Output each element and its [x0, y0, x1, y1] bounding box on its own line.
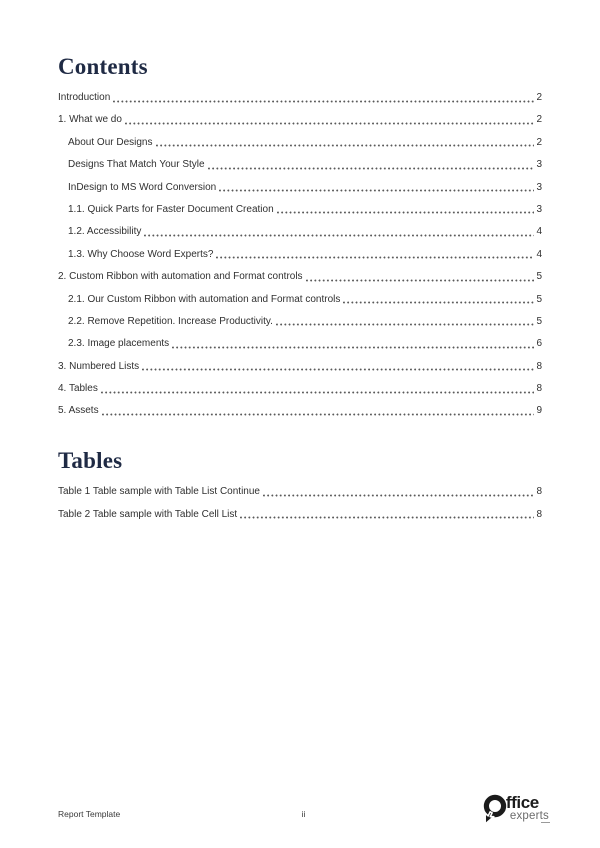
toc-dot-leader: [142, 368, 534, 371]
toc-dot-leader: [276, 323, 535, 326]
toc-dot-leader: [216, 256, 534, 259]
toc-dot-leader: [306, 279, 535, 282]
toc-entry-page: 4: [536, 226, 542, 238]
toc-entry-label: 1.2. Accessibility: [68, 226, 142, 238]
toc-entry-label: 5. Assets: [58, 405, 99, 417]
logo-wordmark: [506, 794, 549, 822]
logo-word-office: ffice: [505, 793, 539, 812]
toc-entry[interactable]: [58, 361, 542, 372]
logo-o-cursor-icon: [482, 794, 509, 827]
footer-page-number: ii: [301, 809, 306, 819]
toc-entry[interactable]: [58, 159, 542, 170]
page-footer: [58, 793, 549, 838]
toc-entry-page: 2: [536, 92, 542, 103]
toc-entry-page: 3: [536, 203, 542, 215]
toc-entry[interactable]: [58, 294, 542, 305]
toc-entry-label: 3. Numbered Lists: [58, 360, 140, 372]
toc-entry-label: About Our Designs: [68, 136, 153, 148]
toc-entry-page: 5: [536, 271, 542, 283]
toc-dot-leader: [101, 391, 535, 394]
toc-entry-page: 8: [536, 486, 542, 498]
table-of-contents: [58, 92, 542, 416]
toc-entry-label: 2.2. Remove Repetition. Increase Productivity.: [68, 315, 273, 327]
toc-dot-leader: [125, 122, 535, 125]
toc-entry[interactable]: [58, 316, 542, 327]
toc-entry-page: 8: [536, 360, 542, 372]
toc-entry[interactable]: [58, 338, 542, 349]
table-of-tables: [58, 486, 542, 519]
toc-entry-label: 1. What we do: [58, 114, 122, 126]
toc-entry-page: 6: [536, 338, 542, 350]
toc-dot-leader: [343, 301, 534, 304]
toc-entry-label: Designs That Match Your Style: [68, 159, 205, 171]
toc-dot-leader: [208, 167, 535, 170]
toc-entry[interactable]: [58, 271, 542, 282]
toc-entry[interactable]: [58, 249, 542, 260]
toc-dot-leader: [263, 494, 534, 497]
office-experts-logo: [482, 794, 549, 827]
toc-entry-page: 5: [536, 315, 542, 327]
toc-entry[interactable]: [58, 182, 542, 193]
toc-entry[interactable]: [58, 486, 542, 497]
toc-entry-page: 8: [536, 508, 542, 520]
toc-entry-page: 4: [536, 248, 542, 260]
toc-entry-label: 2.3. Image placements: [68, 338, 170, 350]
toc-entry-page: 9: [536, 405, 542, 417]
page-content: [58, 52, 542, 531]
toc-entry-label: Introduction: [58, 92, 111, 103]
toc-entry[interactable]: [58, 204, 542, 215]
contents-heading: Contents: [58, 54, 148, 79]
toc-entry-label: 2.1. Our Custom Ribbon with automation and Format controls: [68, 293, 341, 305]
toc-entry[interactable]: [58, 383, 542, 394]
toc-entry[interactable]: [58, 114, 542, 125]
toc-entry-label: 2. Custom Ribbon with automation and Format controls: [58, 271, 303, 283]
toc-entry-label: 1.1. Quick Parts for Faster Document Creation: [68, 203, 274, 215]
logo-word-experts: experts: [506, 810, 549, 822]
toc-entry[interactable]: [58, 226, 542, 237]
toc-dot-leader: [219, 189, 534, 192]
toc-dot-leader: [172, 346, 534, 349]
toc-entry-label: Table 1 Table sample with Table List Continue: [58, 486, 260, 498]
footer-document-title: Report Template: [58, 809, 121, 819]
toc-entry[interactable]: [58, 92, 542, 103]
toc-dot-leader: [277, 211, 535, 214]
toc-entry[interactable]: [58, 405, 542, 416]
toc-entry-label: Table 2 Table sample with Table Cell List: [58, 508, 238, 520]
toc-entry-page: 3: [536, 159, 542, 171]
tables-heading: Tables: [58, 448, 123, 474]
toc-dot-leader: [113, 100, 534, 103]
toc-dot-leader: [240, 516, 534, 519]
toc-entry-page: 2: [536, 114, 542, 126]
toc-entry-page: 2: [536, 136, 542, 148]
toc-entry-page: 5: [536, 293, 542, 305]
toc-dot-leader: [156, 144, 535, 147]
toc-entry-label: 4. Tables: [58, 383, 98, 395]
toc-entry-page: 8: [536, 383, 542, 395]
toc-entry[interactable]: [58, 137, 542, 148]
toc-entry-label: InDesign to MS Word Conversion: [68, 181, 217, 193]
toc-dot-leader: [102, 413, 535, 416]
toc-entry-label: 1.3. Why Choose Word Experts?: [68, 248, 214, 260]
toc-entry-page: 3: [536, 181, 542, 193]
toc-dot-leader: [144, 234, 534, 237]
toc-entry[interactable]: [58, 509, 542, 520]
